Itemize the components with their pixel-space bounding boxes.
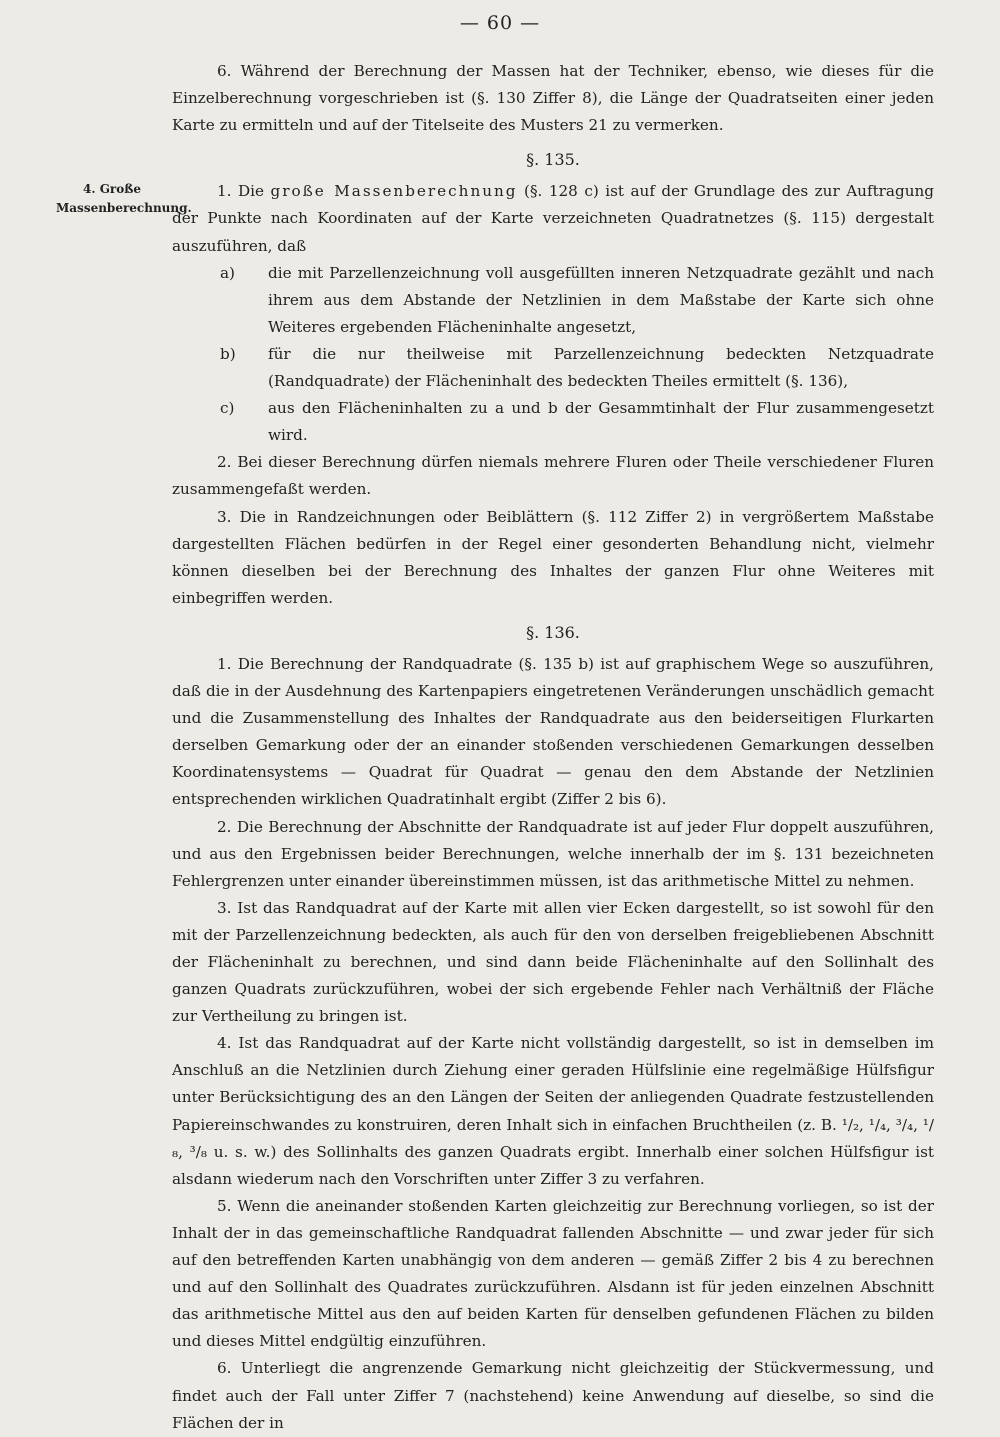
- section-136-paragraph-4: 4. Ist das Randquadrat auf der Karte nicht vollständig dargestellt, so ist in demselben im Anschluß an die Netzlinien durch Ziehung einer geraden Hülfslinie eine regelmäßige Hülfsfigur unter Berücksichtigung des an den Längen der Seiten der anliegenden Quadrate festzustellenden Papiereinschwandes zu konstruiren, deren Inhalt sich in einfachen Bruchtheilen (z. B. ¹/₂, ¹/₄, ³/₄, ¹/₈, ³/₈ u. s. w.) des Sollinhalts des ganzen Quadrats ergibt. Innerhalb einer solchen Hülfsfigur ist alsdann wiederum nach den Vorschriften unter Ziffer 3 zu verfahren.: [172, 1034, 934, 1188]
- section-135-p1-rest: (§. 128 c) ist auf der Grundlage des zur Auftragung der Punkte nach Koordinaten auf der Karte verzeichneten Quadratnetzes (§. 115) dergestalt auszuführen, daß: [172, 182, 934, 255]
- section-135-p1-lead: 1. Die: [217, 182, 271, 201]
- list-text-b: für die nur theilweise mit Parzellenzeichnung bedeckten Netzquadrate (Randquadrate) der Flächeninhalt des bedeckten Theiles ermittelt (§. 136),: [268, 344, 934, 391]
- section-135-paragraph-2: 2. Bei dieser Berechnung dürfen niemals mehrere Fluren oder Theile verschiedener Fluren zusammengefaßt werden.: [172, 453, 934, 499]
- paragraph-6-intro: 6. Während der Berechnung der Massen hat der Techniker, ebenso, wie dieses für die Einzelberechnung vorgeschrieben ist (§. 130 Ziffer 8), die Länge der Quadratseiten einer jeden Karte zu ermitteln und auf der Titelseite des Musters 21 zu vermerken.: [172, 62, 934, 135]
- list-text-c: aus den Flächeninhalten zu a und b der Gesammtinhalt der Flur zusammengesetzt wird.: [268, 399, 934, 445]
- section-136-paragraph-1: 1. Die Berechnung der Randquadrate (§. 135 b) ist auf graphischem Wege so auszuführen, daß die in der Ausdehnung des Kartenpapiers eingetretenen Veränderungen unschädlich gemacht und die Zusammenstellung des Inhaltes der Randquadrate aus den beiderseitigen Flurkarten derselben Gemarkung oder der an einander stoßenden verschiedenen Gemarkungen desselben Koordinatensystems — Quadrat für Quadrat — genau den dem Abstande der Netzlinien entsprechenden wirklichen Quadratinhalt ergibt (Ziffer 2 bis 6).: [172, 654, 934, 809]
- section-136-paragraph-2: 2. Die Berechnung der Abschnitte der Randquadrate ist auf jeder Flur doppelt auszuführen, und aus den Ergebnissen beider Berechnungen, welche innerhalb der im §. 131 bezeichneten Fehlergrenzen unter einander übereinstimmen müssen, ist das arithmetische Mittel zu nehmen.: [172, 817, 934, 890]
- section-136-paragraph-5: 5. Wenn die aneinander stoßenden Karten gleichzeitig zur Berechnung vorliegen, so ist der Inhalt der in das gemeinschaftliche Randquadrat fallenden Abschnitte — und zwar jeder für sich auf den betreffenden Karten unabhängig von dem anderen — gemäß Ziffer 2 bis 4 zu berechnen und auf den Sollinhalt des Quadrates zurückzuführen. Alsdann ist für jeden einzelnen Abschnitt das arithmetische Mittel aus den auf beiden Karten für denselben gefundenen Flächen zu bilden und dieses Mittel endgültig einzuführen.: [172, 1196, 934, 1351]
- main-text: [172, 58, 934, 1437]
- section-136-heading: §. 136.: [526, 622, 580, 642]
- section-135-p1-term: große Massenberechnung: [270, 182, 518, 201]
- margin-note-number: 4.: [82, 182, 96, 196]
- list-item-a: [172, 260, 934, 341]
- section-136-paragraph-3: 3. Ist das Randquadrat auf der Karte mit allen vier Ecken dargestellt, so ist sowohl für den mit der Parzellenzeichnung bedeckten, als auch für den von derselben freigebliebenen Abschnitt der Flächeninhalt zu berechnen, und sind dann beide Flächeninhalte auf den Sollinhalt des ganzen Quadrats zurückzuführen, wobei der sich ergebende Fehler nach Verhältniß der Fläche zur Vertheilung zu bringen ist.: [172, 898, 934, 1026]
- margin-note-text: Große Massenberechnung.: [56, 182, 192, 215]
- page-number: — 60 —: [459, 12, 541, 34]
- section-136-paragraph-6: 6. Unterliegt die angrenzende Gemarkung nicht gleichzeitig der Stückvermessung, und findet auch der Fall unter Ziffer 7 (nachstehend) keine Anwendung auf dieselbe, so sind die Flächen der in: [172, 1359, 934, 1432]
- section-135-paragraph-3: 3. Die in Randzeichnungen oder Beiblättern (§. 112 Ziffer 2) in vergrößertem Maßstabe dargestellten Flächen bedürfen in der Regel einer gesonderten Behandlung nicht, vielmehr können dieselben bei der Berechnung des Inhaltes der ganzen Flur ohne Weiteres mit einbegriffen werden.: [172, 507, 934, 607]
- list-item-b: [172, 341, 934, 395]
- list-item-c: [172, 395, 934, 449]
- margin-note: [56, 180, 192, 218]
- section-135-paragraph-1: [172, 178, 934, 259]
- section-135-heading: §. 135.: [526, 150, 580, 170]
- list-marker-b: b): [220, 344, 236, 363]
- list-text-a: die mit Parzellenzeichnung voll ausgefüllten inneren Netzquadrate gezählt und nach ihrem aus dem Abstande der Netzlinien in dem Maßstabe der Karte sich ohne Weiteres ergebenden Flächeninhalte angesetzt,: [268, 263, 934, 336]
- list-marker-a: a): [220, 263, 235, 282]
- list-marker-c: c): [220, 399, 235, 418]
